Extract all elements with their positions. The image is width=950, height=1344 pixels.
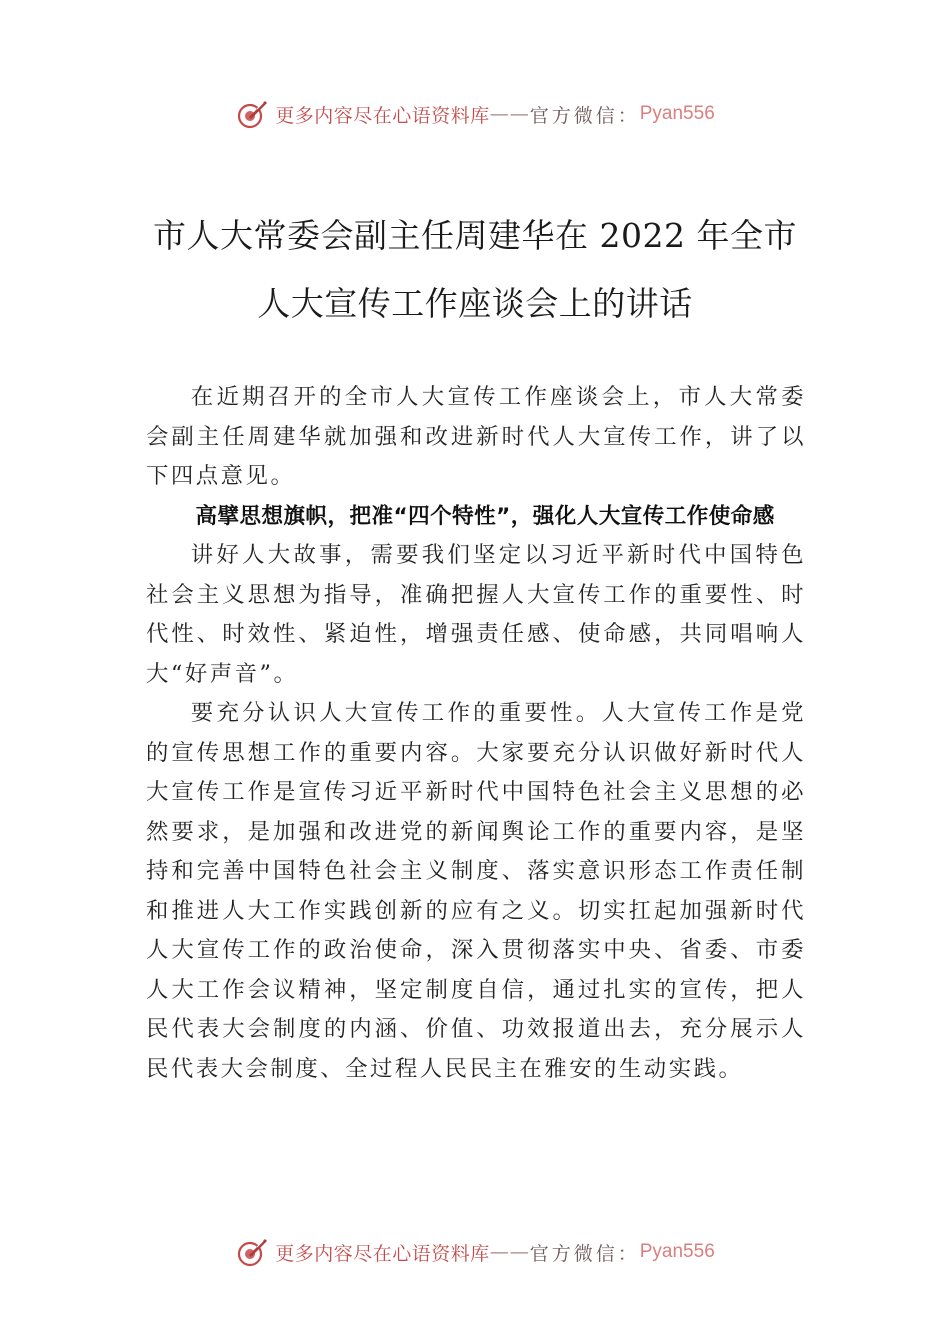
banner-site-text: 更多内容尽在心语资料库 — [275, 1242, 490, 1265]
section-heading: 高擘思想旗帜，把准“四个特性”，强化人大宣传工作使命感 — [195, 503, 775, 529]
footer-banner — [0, 1232, 950, 1272]
quill-ink-icon — [235, 97, 269, 131]
body-paragraph: 讲好人大故事，需要我们坚定以习近平新时代中国特色社会主义思想为指导，准确把握人大宣传工作的重要性、时代性、时效性、紧迫性，增强责任感、使命感，共同唱响人大“好声音”。 — [146, 542, 806, 687]
banner-wechat-id: Pyan556 — [639, 103, 715, 124]
banner-separator: —— — [489, 103, 530, 125]
body-paragraph: 要充分认识人大宣传工作的重要性。人大宣传工作是党的宣传思想工作的重要内容。大家要充分认识做好新时代人大宣传工作是宣传习近平新时代中国特色社会主义思想的必然要求，是加强和改进党的新闻舆论工作的重要内容，是坚持和完善中国特色社会主义制度、落实意识形态工作责任制和推进人大工作实践创新的应有之义。切实扛起加强新时代人大宣传工作的政治使命，深入贯彻落实中央、省委、市委人大工作会议精神，坚定制度自信，通过扎实的宣传，把人民代表大会制度的内涵、价值、功效报道出去，充分展示人民代表大会制度、全过程人民民主在雅安的生动实践。 — [146, 700, 806, 1082]
document-title — [120, 202, 830, 338]
document-body — [146, 378, 806, 1089]
header-banner — [0, 94, 950, 134]
title-line-2: 人大宣传工作座谈会上的讲话 — [257, 284, 693, 323]
quill-ink-icon — [235, 1235, 269, 1269]
banner-wechat-label: 官方微信： — [529, 104, 640, 127]
intro-paragraph: 在近期召开的全市人大宣传工作座谈会上，市人大常委会副主任周建华就加强和改进新时代人大宣传工作，讲了以下四点意见。 — [146, 384, 806, 489]
banner-separator: —— — [489, 1241, 530, 1263]
banner-wechat-label: 官方微信： — [529, 1242, 640, 1265]
banner-site-text: 更多内容尽在心语资料库 — [275, 104, 490, 127]
banner-wechat-id: Pyan556 — [639, 1241, 715, 1262]
title-line-1: 市人大常委会副主任周建华在 2022 年全市 — [153, 216, 797, 255]
